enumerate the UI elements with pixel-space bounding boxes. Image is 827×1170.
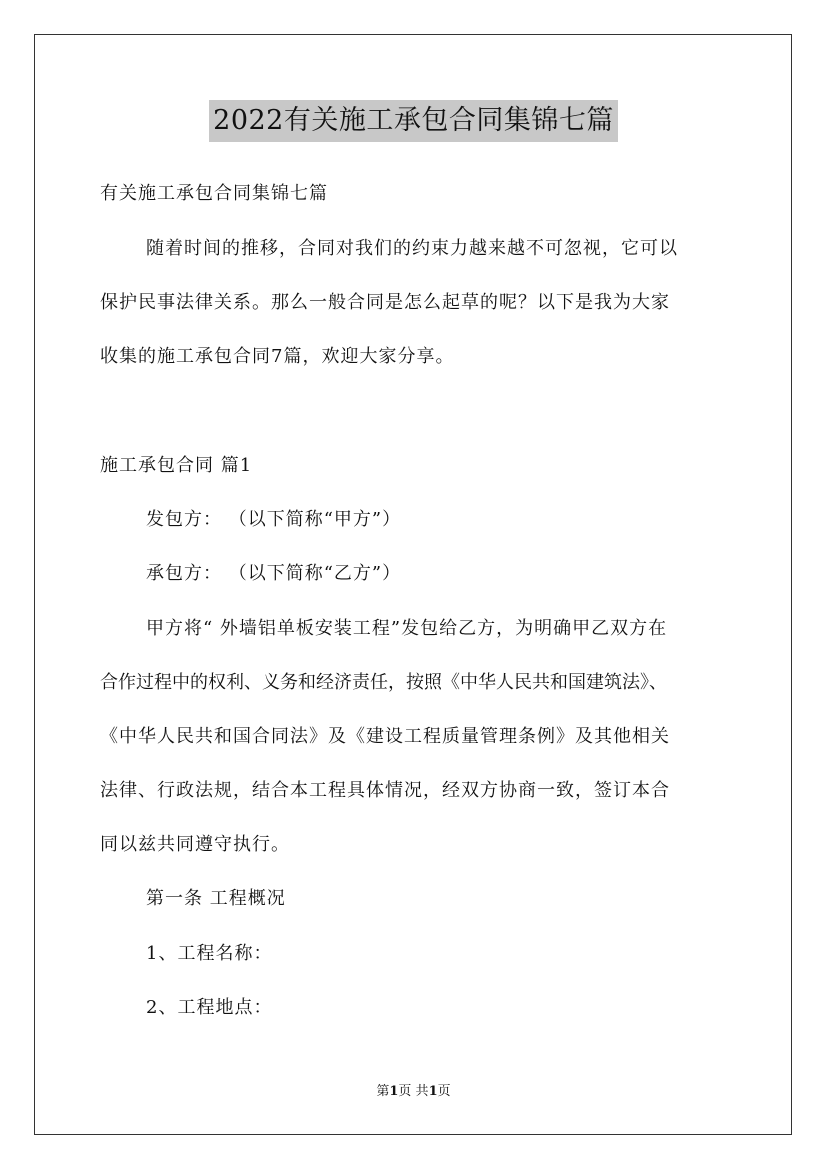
list-item: 1、工程名称： (146, 943, 273, 964)
subtitle: 有关施工承包合同集锦七篇 (100, 183, 328, 204)
body-line-3: 《中华人民共和国合同法》及《建设工程质量管理条例》及其他相关 (100, 726, 670, 747)
footer-prefix: 第 (376, 1084, 390, 1099)
intro-line-2: 保护民事法律关系。那么一般合同是怎么起草的呢？以下是我为大家 (100, 292, 670, 313)
page-footer (0, 1083, 827, 1101)
footer-page-number: 1 (389, 1084, 399, 1099)
party-a-line: 发包方： （以下简称“甲方”） (146, 509, 402, 530)
document-title: 2022有关施工承包合同集锦七篇 (209, 100, 618, 142)
footer-mid: 页 共 (398, 1084, 429, 1099)
intro-line-1: 随着时间的推移，合同对我们的约束力越来越不可忽视，它可以 (146, 238, 678, 259)
body-line-2: 合作过程中的权利、义务和经济责任，按照《中华人民共和国建筑法》、 (100, 672, 667, 693)
party-b-line: 承包方： （以下简称“乙方”） (146, 563, 402, 584)
body-line-5: 同以兹共同遵守执行。 (100, 834, 290, 855)
footer-suffix: 页 (437, 1084, 451, 1099)
section-heading: 施工承包合同 篇1 (100, 455, 253, 476)
body-line-1: 甲方将“ 外墙铝单板安装工程”发包给乙方，为明确甲乙双方在 (146, 618, 668, 639)
body-line-4: 法律、行政法规，结合本工程具体情况，经双方协商一致，签订本合 (100, 780, 670, 801)
article-heading: 第一条 工程概况 (146, 888, 286, 909)
footer-page-total: 1 (428, 1084, 438, 1099)
title-container (0, 100, 827, 142)
intro-line-3: 收集的施工承包合同7篇，欢迎大家分享。 (100, 346, 455, 367)
list-item: 2、工程地点： (146, 997, 273, 1018)
